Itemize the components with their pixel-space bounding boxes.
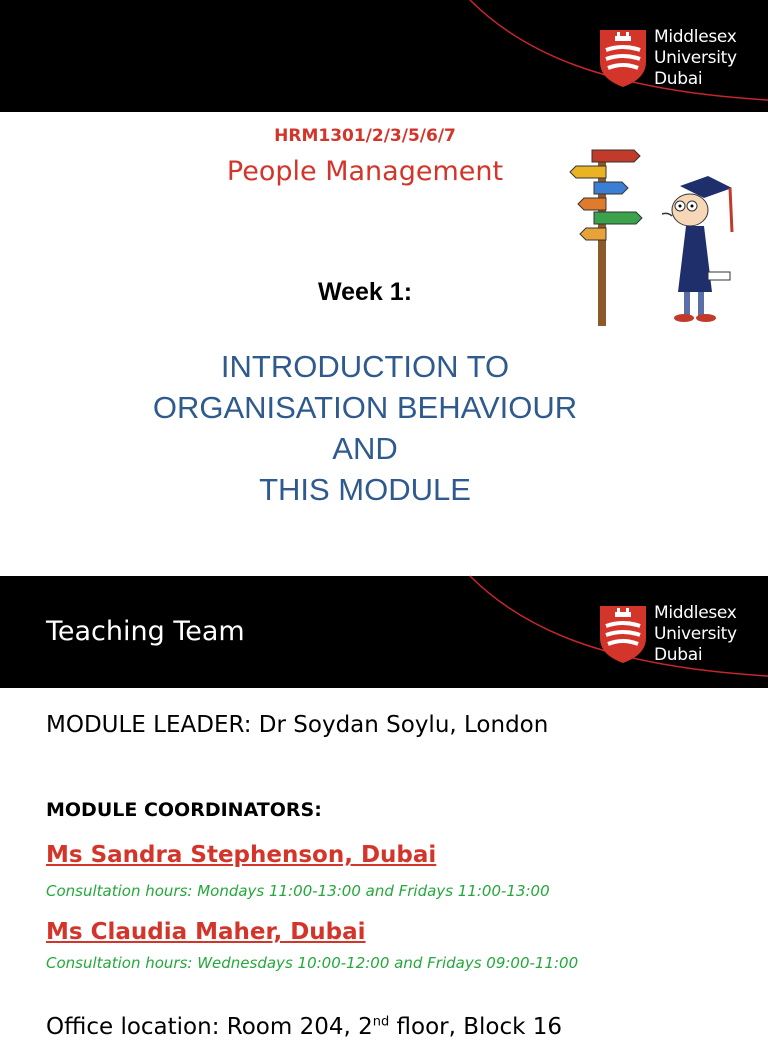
- intro-line-1: INTRODUCTION TO: [220, 349, 510, 384]
- logo-text-line1: Middlesex: [654, 27, 737, 47]
- university-logo: [598, 604, 758, 666]
- module-leader: MODULE LEADER: Dr Soydan Soylu, London: [46, 712, 549, 738]
- signpost-cartoon-illustration: [572, 142, 752, 338]
- intro-line-2: ORGANISATION BEHAVIOUR: [152, 390, 578, 425]
- office-location: [46, 1014, 562, 1040]
- coordinator-link-1[interactable]: Ms Sandra Stephenson, Dubai: [46, 842, 437, 868]
- header-band: [0, 576, 768, 688]
- crest-icon: [598, 604, 648, 664]
- logo-text-line2: University: [654, 48, 737, 68]
- course-title: People Management: [226, 156, 504, 187]
- office-location-suffix: floor, Block 16: [389, 1014, 563, 1040]
- coordinators-heading: MODULE COORDINATORS:: [46, 799, 322, 821]
- intro-line-3: AND: [332, 431, 398, 466]
- university-logo: [598, 28, 758, 90]
- teaching-team-slide: [0, 576, 768, 1040]
- coordinator-hours-1: Consultation hours: Mondays 11:00-13:00 and Fridays 11:00-13:00: [46, 882, 550, 900]
- logo-text-line3: Dubai: [654, 645, 703, 665]
- coordinator-hours-2: Consultation hours: Wednesdays 10:00-12:00 and Fridays 09:00-11:00: [46, 954, 579, 972]
- intro-line-4: THIS MODULE: [259, 472, 471, 507]
- header-band: [0, 0, 768, 112]
- coordinator-link-2[interactable]: Ms Claudia Maher, Dubai: [46, 919, 366, 945]
- course-code: HRM1301/2/3/5/6/7: [274, 126, 456, 146]
- crest-icon: [598, 28, 648, 88]
- logo-text-line3: Dubai: [654, 69, 703, 89]
- week-label: Week 1:: [317, 278, 413, 306]
- logo-text-line1: Middlesex: [654, 603, 737, 623]
- logo-text-line2: University: [654, 624, 737, 644]
- office-location-ordinal: nd: [372, 1014, 390, 1030]
- office-location-prefix: Office location: Room 204, 2: [46, 1014, 373, 1040]
- intro-heading: [0, 346, 730, 510]
- slide-title: Teaching Team: [46, 616, 245, 647]
